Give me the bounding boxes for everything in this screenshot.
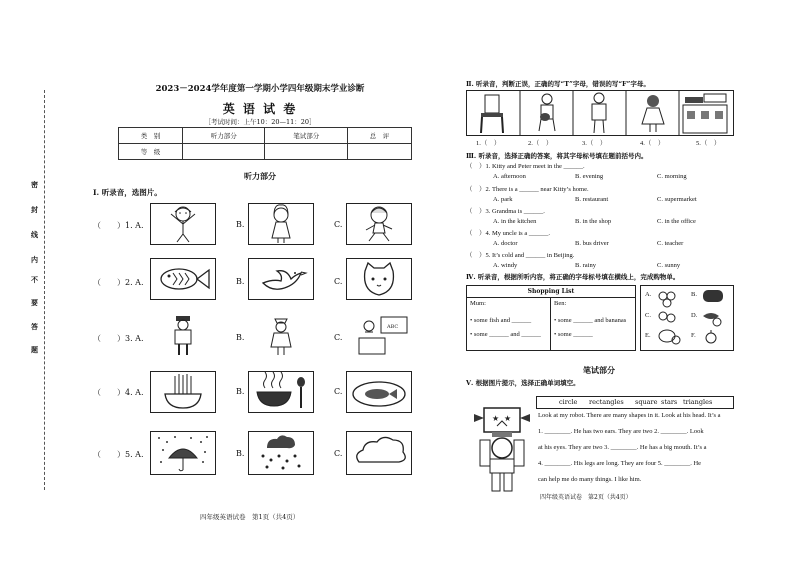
subject-title: 英 语 试 卷 bbox=[222, 102, 298, 116]
mc-option[interactable]: B. bus driver bbox=[575, 240, 609, 247]
picture-snowy[interactable] bbox=[248, 431, 314, 475]
mc-question[interactable]: （ ）3. Grandma is ______. bbox=[466, 208, 545, 215]
option-c-label: C. bbox=[334, 220, 343, 229]
passage-line[interactable]: at his eyes. They are two 3. ________. He has a big mouth. It’s a bbox=[538, 444, 707, 451]
shopping-options bbox=[640, 285, 734, 351]
option-b-label: B. bbox=[236, 277, 245, 286]
option-c-label: C. bbox=[334, 277, 343, 286]
picture-rainy[interactable] bbox=[150, 431, 216, 475]
question-number: （ ）3. A. bbox=[93, 334, 144, 343]
mum-item[interactable]: • some ______ and ______ bbox=[470, 331, 541, 338]
question-number: （ ）2. A. bbox=[93, 278, 144, 287]
mc-option[interactable]: C. morning bbox=[657, 173, 687, 180]
option-b-label: B. bbox=[236, 220, 245, 229]
picture-fish-dish[interactable] bbox=[346, 371, 412, 413]
question-number: （ ）1. A. bbox=[93, 221, 144, 230]
ben-item[interactable]: • some ______ bbox=[554, 331, 593, 338]
picture-guitar-player bbox=[539, 94, 555, 131]
mc-question[interactable]: （ ）2. There is a ______ near Kitty’s home. bbox=[466, 186, 589, 193]
question-number: （ ）4. A. bbox=[93, 388, 144, 397]
score-cell: 类 别 bbox=[119, 128, 183, 144]
picture-restaurant bbox=[683, 94, 727, 133]
section4-title: Ⅳ. 听录音，根据所听内容，将正确的字母标号填在横线上，完成购物单。 bbox=[466, 273, 680, 281]
margin-char: 线 bbox=[31, 230, 38, 239]
option-letter: C. bbox=[645, 312, 651, 319]
tf-answer-1[interactable]: 1.（ ） bbox=[476, 140, 501, 147]
mc-option[interactable]: A. afternoon bbox=[493, 173, 526, 180]
score-cell: 总 评 bbox=[347, 128, 411, 144]
margin-char: 内 bbox=[31, 255, 38, 264]
margin-char: 封 bbox=[31, 205, 38, 214]
section2-title: Ⅱ. 听录音，判断正误，正确的写“T”字母，错误的写“F”字母。 bbox=[466, 80, 650, 88]
picture-man bbox=[592, 93, 606, 133]
word-option[interactable]: square bbox=[635, 398, 658, 406]
ben-label: Ben: bbox=[554, 300, 567, 307]
robot-picture bbox=[470, 404, 534, 494]
score-table bbox=[118, 127, 412, 160]
word-option[interactable]: stars bbox=[661, 398, 678, 406]
mc-option[interactable]: C. supermarket bbox=[657, 196, 697, 203]
mc-option[interactable]: B. restaurant bbox=[575, 196, 609, 203]
option-letter: B. bbox=[691, 291, 697, 298]
passage-line: Look at my robot. There are many shapes in it. Look at his head. It’s a bbox=[538, 412, 721, 419]
mc-option[interactable]: B. evening bbox=[575, 173, 604, 180]
score-input[interactable] bbox=[347, 144, 411, 160]
score-input[interactable] bbox=[265, 144, 347, 160]
margin-char: 答 bbox=[31, 322, 38, 331]
section3-title: Ⅲ. 听录音，选择正确的答案，将其字母标号填在题前括号内。 bbox=[466, 152, 648, 160]
passage-line[interactable]: 1. ________. He has two ears. They are two 2. ________. Look bbox=[538, 428, 704, 435]
mc-option[interactable]: C. in the office bbox=[657, 218, 696, 225]
picture-cloudy[interactable] bbox=[346, 431, 412, 475]
section5-title: Ⅴ. 根据图片提示，选择正确单词填空。 bbox=[466, 379, 580, 387]
picture-nurse[interactable] bbox=[248, 313, 314, 357]
passage-line: can help me do many things. I like him. bbox=[538, 476, 642, 483]
exam-title: 2023－2024学年度第一学期小学四年级期末学业诊断 bbox=[155, 84, 365, 94]
margin-char: 要 bbox=[31, 298, 38, 307]
page-footer: 四年级英语试卷 第2页（共4页） bbox=[540, 494, 632, 501]
shopping-list-title: Shopping List bbox=[467, 286, 635, 298]
picture-soup[interactable] bbox=[248, 371, 314, 413]
true-false-picture-strip bbox=[466, 90, 734, 136]
mc-option[interactable]: B. rainy bbox=[575, 262, 596, 269]
mc-option[interactable]: C. teacher bbox=[657, 240, 684, 247]
option-letter: F. bbox=[691, 332, 696, 339]
svg-text:★: ★ bbox=[492, 414, 500, 423]
picture-boy-waving[interactable] bbox=[150, 203, 216, 245]
mc-option[interactable]: C. sunny bbox=[657, 262, 681, 269]
picture-fish[interactable] bbox=[150, 258, 216, 300]
listening-title: 听力部分 bbox=[244, 171, 276, 181]
written-title: 笔试部分 bbox=[583, 365, 615, 375]
tf-answer-5[interactable]: 5.（ ） bbox=[696, 140, 721, 147]
score-cell: 听力部分 bbox=[183, 128, 265, 144]
word-option[interactable]: triangles bbox=[683, 398, 713, 406]
ben-item[interactable]: • some ______ and bananas bbox=[554, 317, 627, 324]
picture-noodles[interactable] bbox=[150, 371, 216, 413]
picture-girl[interactable] bbox=[248, 203, 314, 245]
mc-question[interactable]: （ ）5. It’s cold and ______ in Beijing. bbox=[466, 252, 575, 259]
section1-title: Ⅰ. 听录音，选图片。 bbox=[93, 188, 162, 197]
picture-chair bbox=[481, 95, 503, 133]
picture-boy-running[interactable] bbox=[346, 203, 412, 245]
option-c-label: C. bbox=[334, 333, 343, 342]
mc-option[interactable]: A. in the kitchen bbox=[493, 218, 537, 225]
picture-teacher[interactable] bbox=[346, 313, 412, 357]
mc-option[interactable]: A. park bbox=[493, 196, 513, 203]
word-box bbox=[536, 396, 734, 409]
margin-char: 题 bbox=[31, 345, 38, 354]
score-input[interactable] bbox=[183, 144, 265, 160]
svg-text:★: ★ bbox=[504, 414, 512, 423]
passage-line[interactable]: 4. ________. His legs are long. They are four 5. ________. He bbox=[538, 460, 702, 467]
svg-text:ABC: ABC bbox=[387, 324, 399, 330]
mc-option[interactable]: A. windy bbox=[493, 262, 518, 269]
mc-option[interactable]: B. in the shop bbox=[575, 218, 612, 225]
tf-answer-4[interactable]: 4.（ ） bbox=[640, 140, 665, 147]
shopping-list bbox=[466, 285, 636, 351]
mc-option[interactable]: A. doctor bbox=[493, 240, 518, 247]
question-number: （ ）5. A. bbox=[93, 450, 144, 459]
picture-police-officer[interactable] bbox=[150, 313, 216, 357]
margin-char: 密 bbox=[31, 180, 38, 189]
mum-label: Mum: bbox=[470, 300, 486, 307]
score-cell: 等 级 bbox=[119, 144, 183, 160]
option-b-label: B. bbox=[236, 387, 245, 396]
tf-answer-3[interactable]: 3.（ ） bbox=[582, 140, 607, 147]
mc-question[interactable]: （ ）1. Kitty and Peter meet in the ______. bbox=[466, 163, 585, 170]
tf-answer-2[interactable]: 2.（ ） bbox=[528, 140, 553, 147]
option-b-label: B. bbox=[236, 333, 245, 342]
option-c-label: C. bbox=[334, 387, 343, 396]
page-footer: 四年级英语试卷 第1页（共4页） bbox=[200, 513, 300, 521]
option-letter: E. bbox=[645, 332, 651, 339]
mum-item[interactable]: • some fish and ______ bbox=[470, 317, 532, 324]
picture-girl-dress bbox=[642, 95, 664, 132]
margin-char: 不 bbox=[31, 275, 38, 284]
picture-bird[interactable] bbox=[248, 258, 314, 300]
mc-question[interactable]: （ ）4. My uncle is a ______. bbox=[466, 230, 550, 237]
word-option[interactable]: rectangles bbox=[589, 398, 624, 406]
option-letter: A. bbox=[645, 291, 652, 298]
option-b-label: B. bbox=[236, 449, 245, 458]
word-option[interactable]: circle bbox=[559, 398, 578, 406]
picture-cat[interactable] bbox=[346, 258, 412, 300]
option-c-label: C. bbox=[334, 449, 343, 458]
score-cell: 笔试部分 bbox=[265, 128, 347, 144]
option-letter: D. bbox=[691, 312, 698, 319]
exam-time: ［考试时间：上午10：20—11：20］ bbox=[204, 118, 316, 126]
